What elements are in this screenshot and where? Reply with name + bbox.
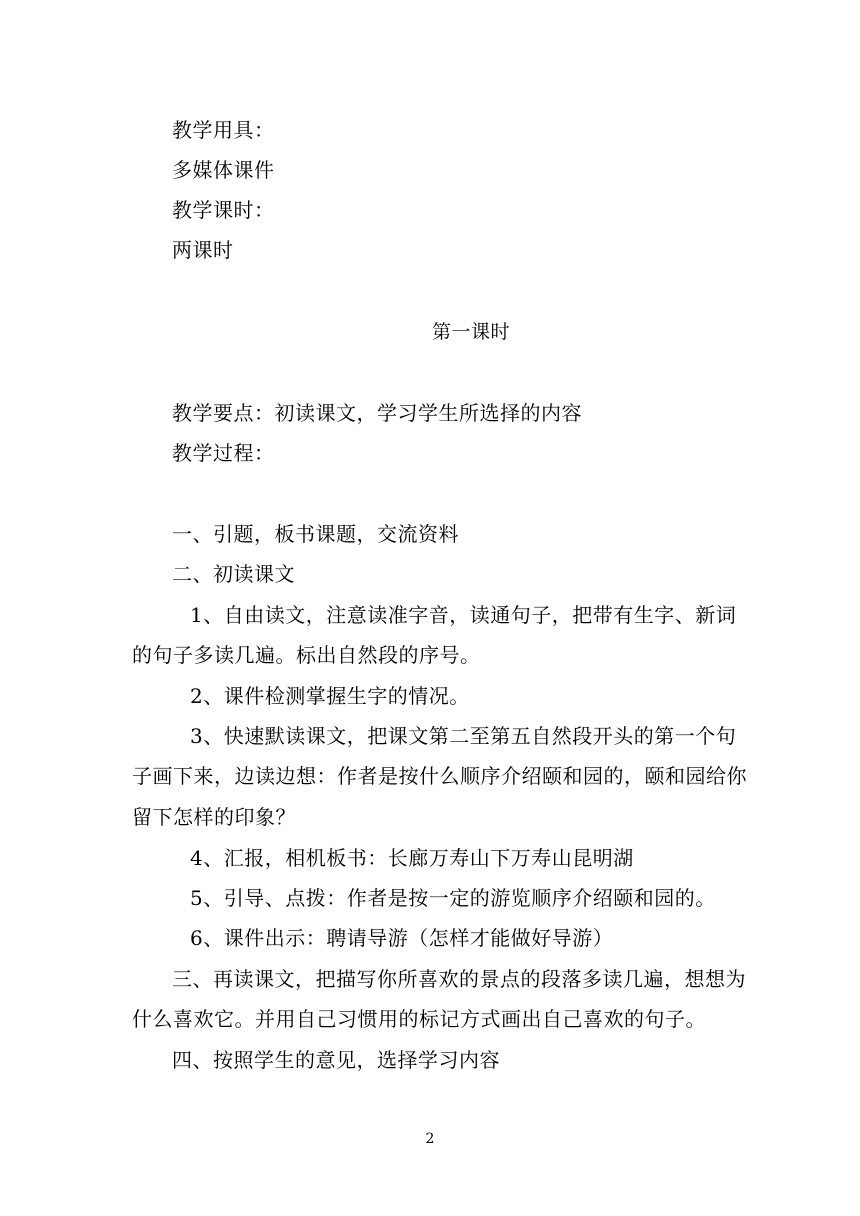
teaching-tools-value: 多媒体课件 bbox=[172, 158, 275, 182]
section-four: 四、按照学生的意见，选择学习内容 bbox=[172, 1048, 500, 1072]
section-one: 一、引题，板书课题，交流资料 bbox=[172, 522, 459, 546]
step-4: 4、汇报，相机板书：长廊万寿山下万寿山昆明湖 bbox=[190, 846, 634, 870]
page-number: 2 bbox=[425, 1131, 435, 1147]
teaching-points: 教学要点：初读课文，学习学生所选择的内容 bbox=[172, 401, 582, 425]
step-3-line-3: 留下怎样的印象？ bbox=[132, 805, 296, 829]
step-5: 5、引导、点拨：作者是按一定的游览顺序介绍颐和园的。 bbox=[190, 886, 716, 910]
step-2: 2、课件检测掌握生字的情况。 bbox=[190, 684, 470, 708]
step-3-line-2: 子画下来，边读边想：作者是按什么顺序介绍颐和园的，颐和园给你 bbox=[132, 764, 747, 788]
teaching-tools-label: 教学用具： bbox=[172, 118, 275, 142]
step-1-line-2: 的句子多读几遍。标出自然段的序号。 bbox=[132, 643, 481, 667]
section-three-line-2: 什么喜欢它。并用自己习惯用的标记方式画出自己喜欢的句子。 bbox=[132, 1007, 706, 1031]
section-three-line-1: 三、再读课文，把描写你所喜欢的景点的段落多读几遍，想想为 bbox=[172, 967, 746, 991]
lesson-heading: 第一课时 bbox=[432, 321, 511, 343]
class-hours-label: 教学课时： bbox=[172, 198, 275, 222]
step-3-line-1: 3、快速默读课文，把课文第二至第五自然段开头的第一个句 bbox=[190, 724, 737, 748]
step-1-line-1: 1、自由读文，注意读准字音，读通句子，把带有生字、新词 bbox=[190, 603, 737, 627]
step-6: 6、课件出示：聘请导游（怎样才能做好导游） bbox=[190, 926, 614, 950]
class-hours-value: 两课时 bbox=[172, 238, 234, 262]
section-two: 二、初读课文 bbox=[172, 562, 295, 586]
teaching-process-label: 教学过程： bbox=[172, 441, 275, 465]
